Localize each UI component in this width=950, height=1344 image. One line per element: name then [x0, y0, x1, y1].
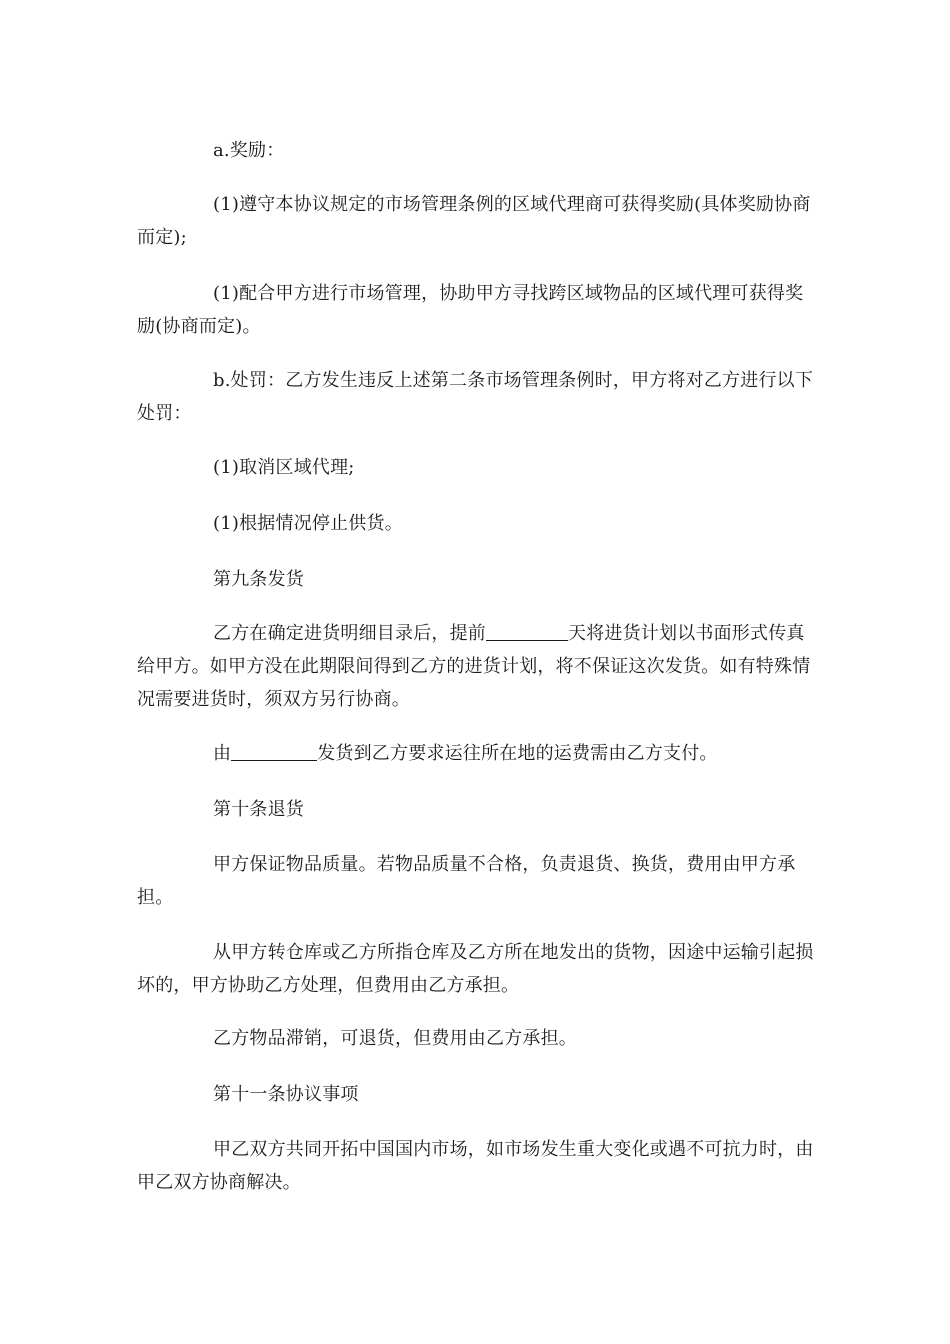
article-11-title: 第十一条协议事项	[213, 1084, 359, 1105]
article-10-paragraph-3: 乙方物品滞销，可退货，但费用由乙方承担。	[213, 1028, 577, 1049]
days-blank-line	[486, 622, 568, 641]
article-10-paragraph-2: 从甲方转仓库或乙方所指仓库及乙方所在地发出的货物，因途中运输引起损坏的，甲方协助乙方处理，但费用由乙方承担。	[137, 942, 814, 996]
article-9-p1-text-after: 天将进货计划以书面形式传真给甲方。如甲方没在此期限间得到乙方的进货计划，将不保证这次发货。如有特殊情况需要进货时，须双方另行协商。	[137, 623, 811, 710]
article-11-paragraph-1: 甲乙双方共同开拓中国国内市场，如市场发生重大变化或遇不可抗力时，由甲乙双方协商解决。	[137, 1139, 814, 1193]
shipper-blank-line	[231, 742, 317, 761]
article-9-p2-text-after: 发货到乙方要求运往所在地的运费需由乙方支付。	[317, 743, 718, 764]
article-9-paragraph-1	[137, 617, 817, 716]
article-9-p2-text-before: 由	[213, 743, 232, 764]
penalty-heading: b.处罚：乙方发生违反上述第二条市场管理条例时，甲方将对乙方进行以下处罚：	[137, 370, 814, 424]
reward-heading: a.奖励：	[213, 140, 285, 161]
reward-item-1: (1)遵守本协议规定的市场管理条例的区域代理商可获得奖励(具体奖励协商而定);	[137, 194, 811, 248]
article-9-p1-text-before: 乙方在确定进货明细目录后，提前	[213, 623, 486, 644]
article-10-title: 第十条退货	[213, 799, 304, 820]
reward-item-2: (1)配合甲方进行市场管理，协助甲方寻找跨区域物品的区域代理可获得奖励(协商而定)。	[137, 283, 804, 337]
article-9-title: 第九条发货	[213, 569, 304, 590]
article-10-paragraph-1: 甲方保证物品质量。若物品质量不合格，负责退货、换货，费用由甲方承担。	[137, 854, 796, 908]
penalty-item-1: (1)取消区域代理;	[213, 457, 355, 478]
penalty-item-2: (1)根据情况停止供货。	[213, 513, 403, 534]
article-9-paragraph-2	[137, 737, 817, 770]
